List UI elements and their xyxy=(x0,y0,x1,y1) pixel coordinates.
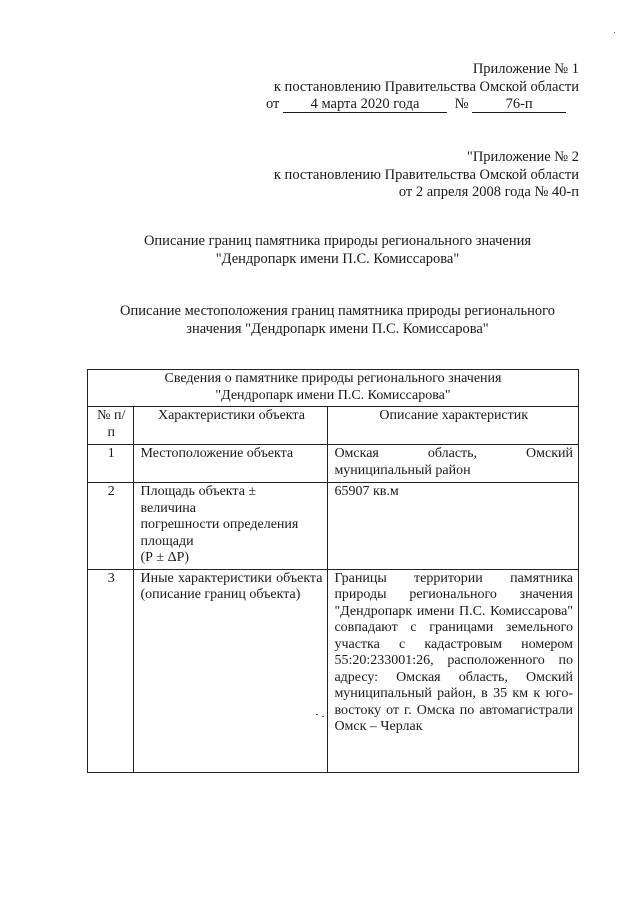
row3-characteristic: Иные характеристики объекта (описание границ объекта) xyxy=(134,569,328,772)
table-row xyxy=(88,483,579,570)
row2-characteristic-line: площади xyxy=(140,533,194,549)
header-description: Описание характеристик xyxy=(328,407,579,445)
number-sign: № xyxy=(454,96,469,112)
row3-description: Границы территории памятника природы регионального значения "Дендропарк имени П.С. Комиссарова" совпадают с границами земельного участка с кадастровым номером 55:20:233001:26, расположенного по адресу: Омская область, Омский муниципальный район, в 35 км к юго-востоку от г. Омска по автомагистрали Омск – Черлак xyxy=(328,569,579,772)
table-caption-row xyxy=(88,370,579,407)
heading1-line2: "Дендропарк имени П.С. Комиссарова" xyxy=(215,251,460,267)
row2-characteristic-line: Площадь объекта ± xyxy=(140,484,257,499)
resolution-date: 4 марта 2020 года xyxy=(283,96,447,113)
heading2-line2: значения "Дендропарк имени П.С. Комиссарова" xyxy=(186,321,489,337)
row2-description: 65907 кв.м xyxy=(328,483,579,570)
appendix1-resolution: к постановлению Правительства Омской области xyxy=(273,79,579,95)
resolution-number: 76-п xyxy=(472,96,566,113)
monument-info-table xyxy=(87,369,579,773)
table-caption-line1: Сведения о памятнике природы регионального значения xyxy=(164,371,502,386)
scan-speck xyxy=(316,714,318,715)
header-num: № п/п xyxy=(88,407,134,445)
row2-characteristic-line: (Р ± ΔР) xyxy=(140,550,190,565)
row2-characteristic-line: погрешности определения xyxy=(140,517,299,532)
appendix2-title: "Приложение № 2 xyxy=(466,149,579,165)
row1-characteristic: Местоположение объекта xyxy=(134,445,328,483)
header-characteristic: Характеристики объекта xyxy=(134,407,328,445)
appendix2-date-line: от 2 апреля 2008 года № 40-п xyxy=(398,184,579,200)
table-caption-line2: "Дендропарк имени П.С. Комиссарова" xyxy=(215,387,451,403)
table-row xyxy=(88,445,579,483)
appendix1-date-line xyxy=(266,95,566,113)
heading2-line1: Описание местоположения границ памятника природы регионального xyxy=(119,303,556,319)
appendix1-title: Приложение № 1 xyxy=(472,61,579,77)
row3-num: 3 xyxy=(88,569,134,772)
heading1-line1: Описание границ памятника природы регионального значения xyxy=(143,233,532,249)
table-header-row xyxy=(88,407,579,445)
row2-characteristic xyxy=(134,483,328,570)
row2-num: 2 xyxy=(88,483,134,570)
scan-speck xyxy=(322,716,324,717)
appendix2-resolution: к постановлению Правительства Омской области xyxy=(273,167,579,183)
row1-description: Омская область, Омский муниципальный район xyxy=(328,445,579,483)
table-row xyxy=(88,569,579,772)
date-prefix: от xyxy=(266,96,280,112)
row1-num: 1 xyxy=(88,445,134,483)
table-caption xyxy=(88,370,579,407)
scan-speck xyxy=(614,32,615,33)
row2-characteristic-line: величина xyxy=(140,500,196,516)
